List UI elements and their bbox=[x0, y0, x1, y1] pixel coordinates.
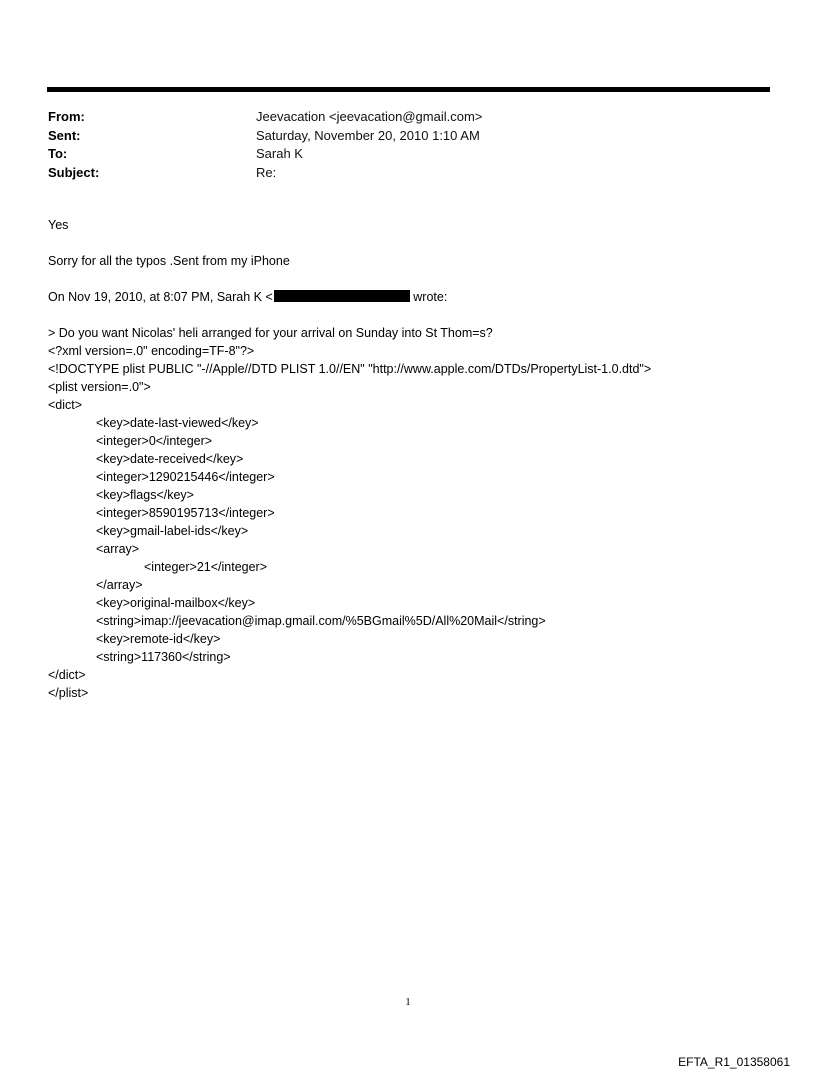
quote-intro bbox=[48, 288, 651, 306]
from-row bbox=[48, 108, 482, 127]
plist-line: <integer>0</integer> bbox=[96, 434, 213, 448]
plist-line: <!DOCTYPE plist PUBLIC "-//Apple//DTD PLIST 1.0//EN" "http://www.apple.com/DTDs/PropertyList-1.0.dtd"> bbox=[48, 362, 652, 376]
plist-line: <key>remote-id</key> bbox=[96, 632, 221, 646]
email-body bbox=[48, 216, 651, 702]
sent-label: Sent: bbox=[48, 127, 81, 143]
plist-line: <?xml version=.0" encoding=TF-8"?> bbox=[48, 344, 255, 358]
plist-line: </plist> bbox=[48, 686, 89, 700]
to-row bbox=[48, 145, 482, 164]
sent-value: Saturday, November 20, 2010 1:10 AM bbox=[256, 127, 480, 143]
plist-line: <integer>8590195713</integer> bbox=[96, 506, 275, 520]
plist-line: <string>117360</string> bbox=[96, 650, 231, 664]
sent-row bbox=[48, 127, 482, 146]
signature-text: Sorry for all the typos .Sent from my iPhone bbox=[48, 254, 290, 268]
quoted-question: > Do you want Nicolas' heli arranged for your arrival on Sunday into St Thom=s? bbox=[48, 326, 493, 340]
subject-value: Re: bbox=[256, 164, 277, 180]
from-value: Jeevacation <jeevacation@gmail.com> bbox=[256, 109, 483, 124]
to-value: Sarah K bbox=[256, 146, 303, 161]
plist-block bbox=[48, 342, 651, 702]
email-headers bbox=[48, 108, 482, 182]
quote-intro-suffix: wrote: bbox=[409, 290, 448, 304]
header-rule bbox=[47, 87, 770, 92]
plist-line: <integer>21</integer> bbox=[144, 560, 268, 574]
plist-line: <integer>1290215446</integer> bbox=[96, 470, 275, 484]
plist-line: <key>gmail-label-ids</key> bbox=[96, 524, 249, 538]
reply-text: Yes bbox=[48, 218, 69, 232]
plist-line: <plist version=.0"> bbox=[48, 380, 151, 394]
redaction-block bbox=[274, 290, 410, 302]
quote-intro-prefix: On Nov 19, 2010, at 8:07 PM, Sarah K < bbox=[48, 290, 273, 304]
plist-line: <key>date-last-viewed</key> bbox=[96, 416, 259, 430]
plist-line: </dict> bbox=[48, 668, 86, 682]
plist-line: <key>original-mailbox</key> bbox=[96, 596, 256, 610]
page-number: 1 bbox=[405, 996, 411, 1008]
plist-line: <dict> bbox=[48, 398, 83, 412]
plist-line: <string>imap://jeevacation@imap.gmail.com/%5BGmail%5D/All%20Mail</string> bbox=[96, 614, 546, 628]
from-label: From: bbox=[48, 109, 85, 124]
document-id: EFTA_R1_01358061 bbox=[678, 1055, 790, 1069]
subject-label: Subject: bbox=[48, 164, 100, 180]
plist-line: </array> bbox=[96, 578, 143, 592]
plist-line: <array> bbox=[96, 542, 140, 556]
subject-row bbox=[48, 164, 482, 183]
to-label: To: bbox=[48, 146, 68, 161]
plist-line: <key>date-received</key> bbox=[96, 452, 244, 466]
plist-line: <key>flags</key> bbox=[96, 488, 194, 502]
